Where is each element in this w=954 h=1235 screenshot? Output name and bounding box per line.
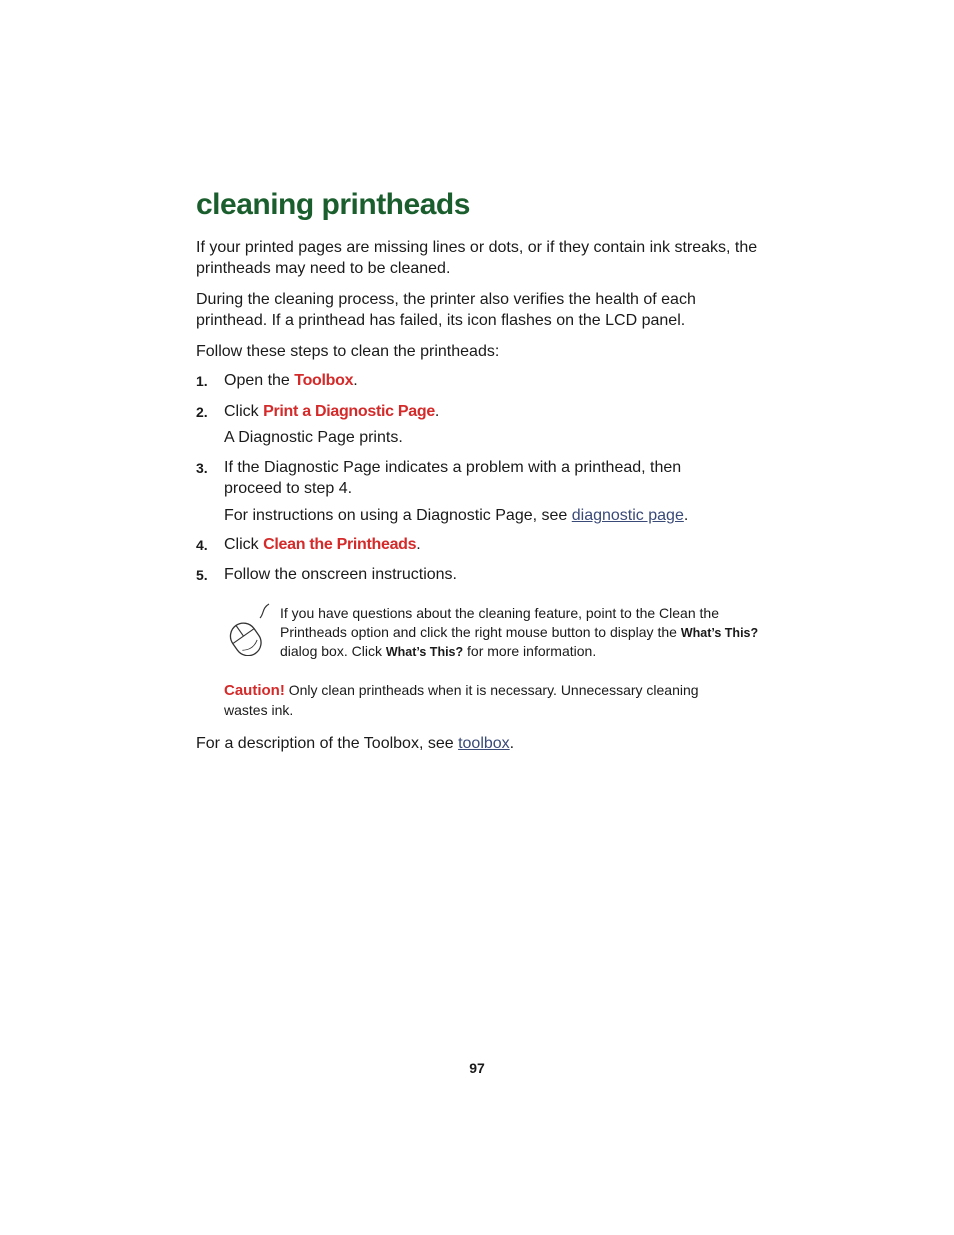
whats-this-term: What’s This?: [680, 625, 759, 640]
step-prefix: Click: [224, 536, 264, 553]
closing-suffix: .: [509, 735, 515, 752]
step-text: [224, 401, 764, 422]
step-suffix: .: [434, 403, 440, 420]
note-part-3: for more information.: [463, 643, 597, 659]
step-number: 1.: [196, 373, 208, 389]
step-number: 5.: [196, 567, 208, 583]
step-suffix: .: [416, 536, 421, 553]
step-subtext: [224, 505, 764, 526]
step-text: If the Diagnostic Page indicates a problem with a printhead, then proceed to step 4.: [224, 459, 682, 497]
page-title: cleaning printheads: [196, 188, 470, 221]
step-subtext-suffix: .: [683, 507, 689, 524]
clean-printheads-command[interactable]: Clean the Printheads: [263, 536, 417, 553]
print-diagnostic-page-command[interactable]: Print a Diagnostic Page: [263, 403, 435, 420]
toolbox-command[interactable]: Toolbox: [294, 372, 354, 389]
step-subtext-prefix: For instructions on using a Diagnostic Page, see: [224, 507, 572, 524]
intro-paragraph-1: If your printed pages are missing lines or dots, or if they contain ink streaks, the printheads may need to be cleaned.: [196, 239, 758, 277]
step-result: A Diagnostic Page prints.: [224, 429, 403, 446]
whats-this-term: What’s This?: [385, 645, 464, 659]
step-number: 2.: [196, 404, 208, 420]
step-text: [224, 534, 764, 555]
step-prefix: Open the: [224, 372, 295, 389]
caution-note: [224, 681, 704, 719]
step-number: 4.: [196, 537, 208, 553]
step-prefix: Click: [224, 403, 264, 420]
note-part-2: dialog box. Click: [280, 643, 386, 659]
toolbox-link[interactable]: toolbox: [458, 735, 510, 752]
diagnostic-page-link[interactable]: diagnostic page: [571, 507, 684, 524]
caution-label: Caution!: [224, 682, 285, 699]
steps-intro: Follow these steps to clean the printheads:: [196, 343, 500, 360]
note-text: [280, 604, 760, 662]
mouse-icon: [222, 602, 274, 656]
step-number: 3.: [196, 460, 208, 476]
page-number: 97: [469, 1060, 485, 1076]
step-text: [224, 370, 764, 391]
step-text: Follow the onscreen instructions.: [224, 566, 457, 583]
step-suffix: .: [353, 372, 358, 389]
closing-prefix: For a description of the Toolbox, see: [196, 735, 459, 752]
caution-text: Only clean printheads when it is necessary. Unnecessary cleaning wastes ink.: [224, 682, 699, 718]
note-part-1: If you have questions about the cleaning feature, point to the Clean the Printheads option and click the right mouse button to display the: [280, 605, 719, 640]
closing-paragraph: [196, 733, 766, 754]
intro-paragraph-2: During the cleaning process, the printer also verifies the health of each printhead. If a printhead has failed, its icon flashes on the LCD panel.: [196, 291, 696, 329]
